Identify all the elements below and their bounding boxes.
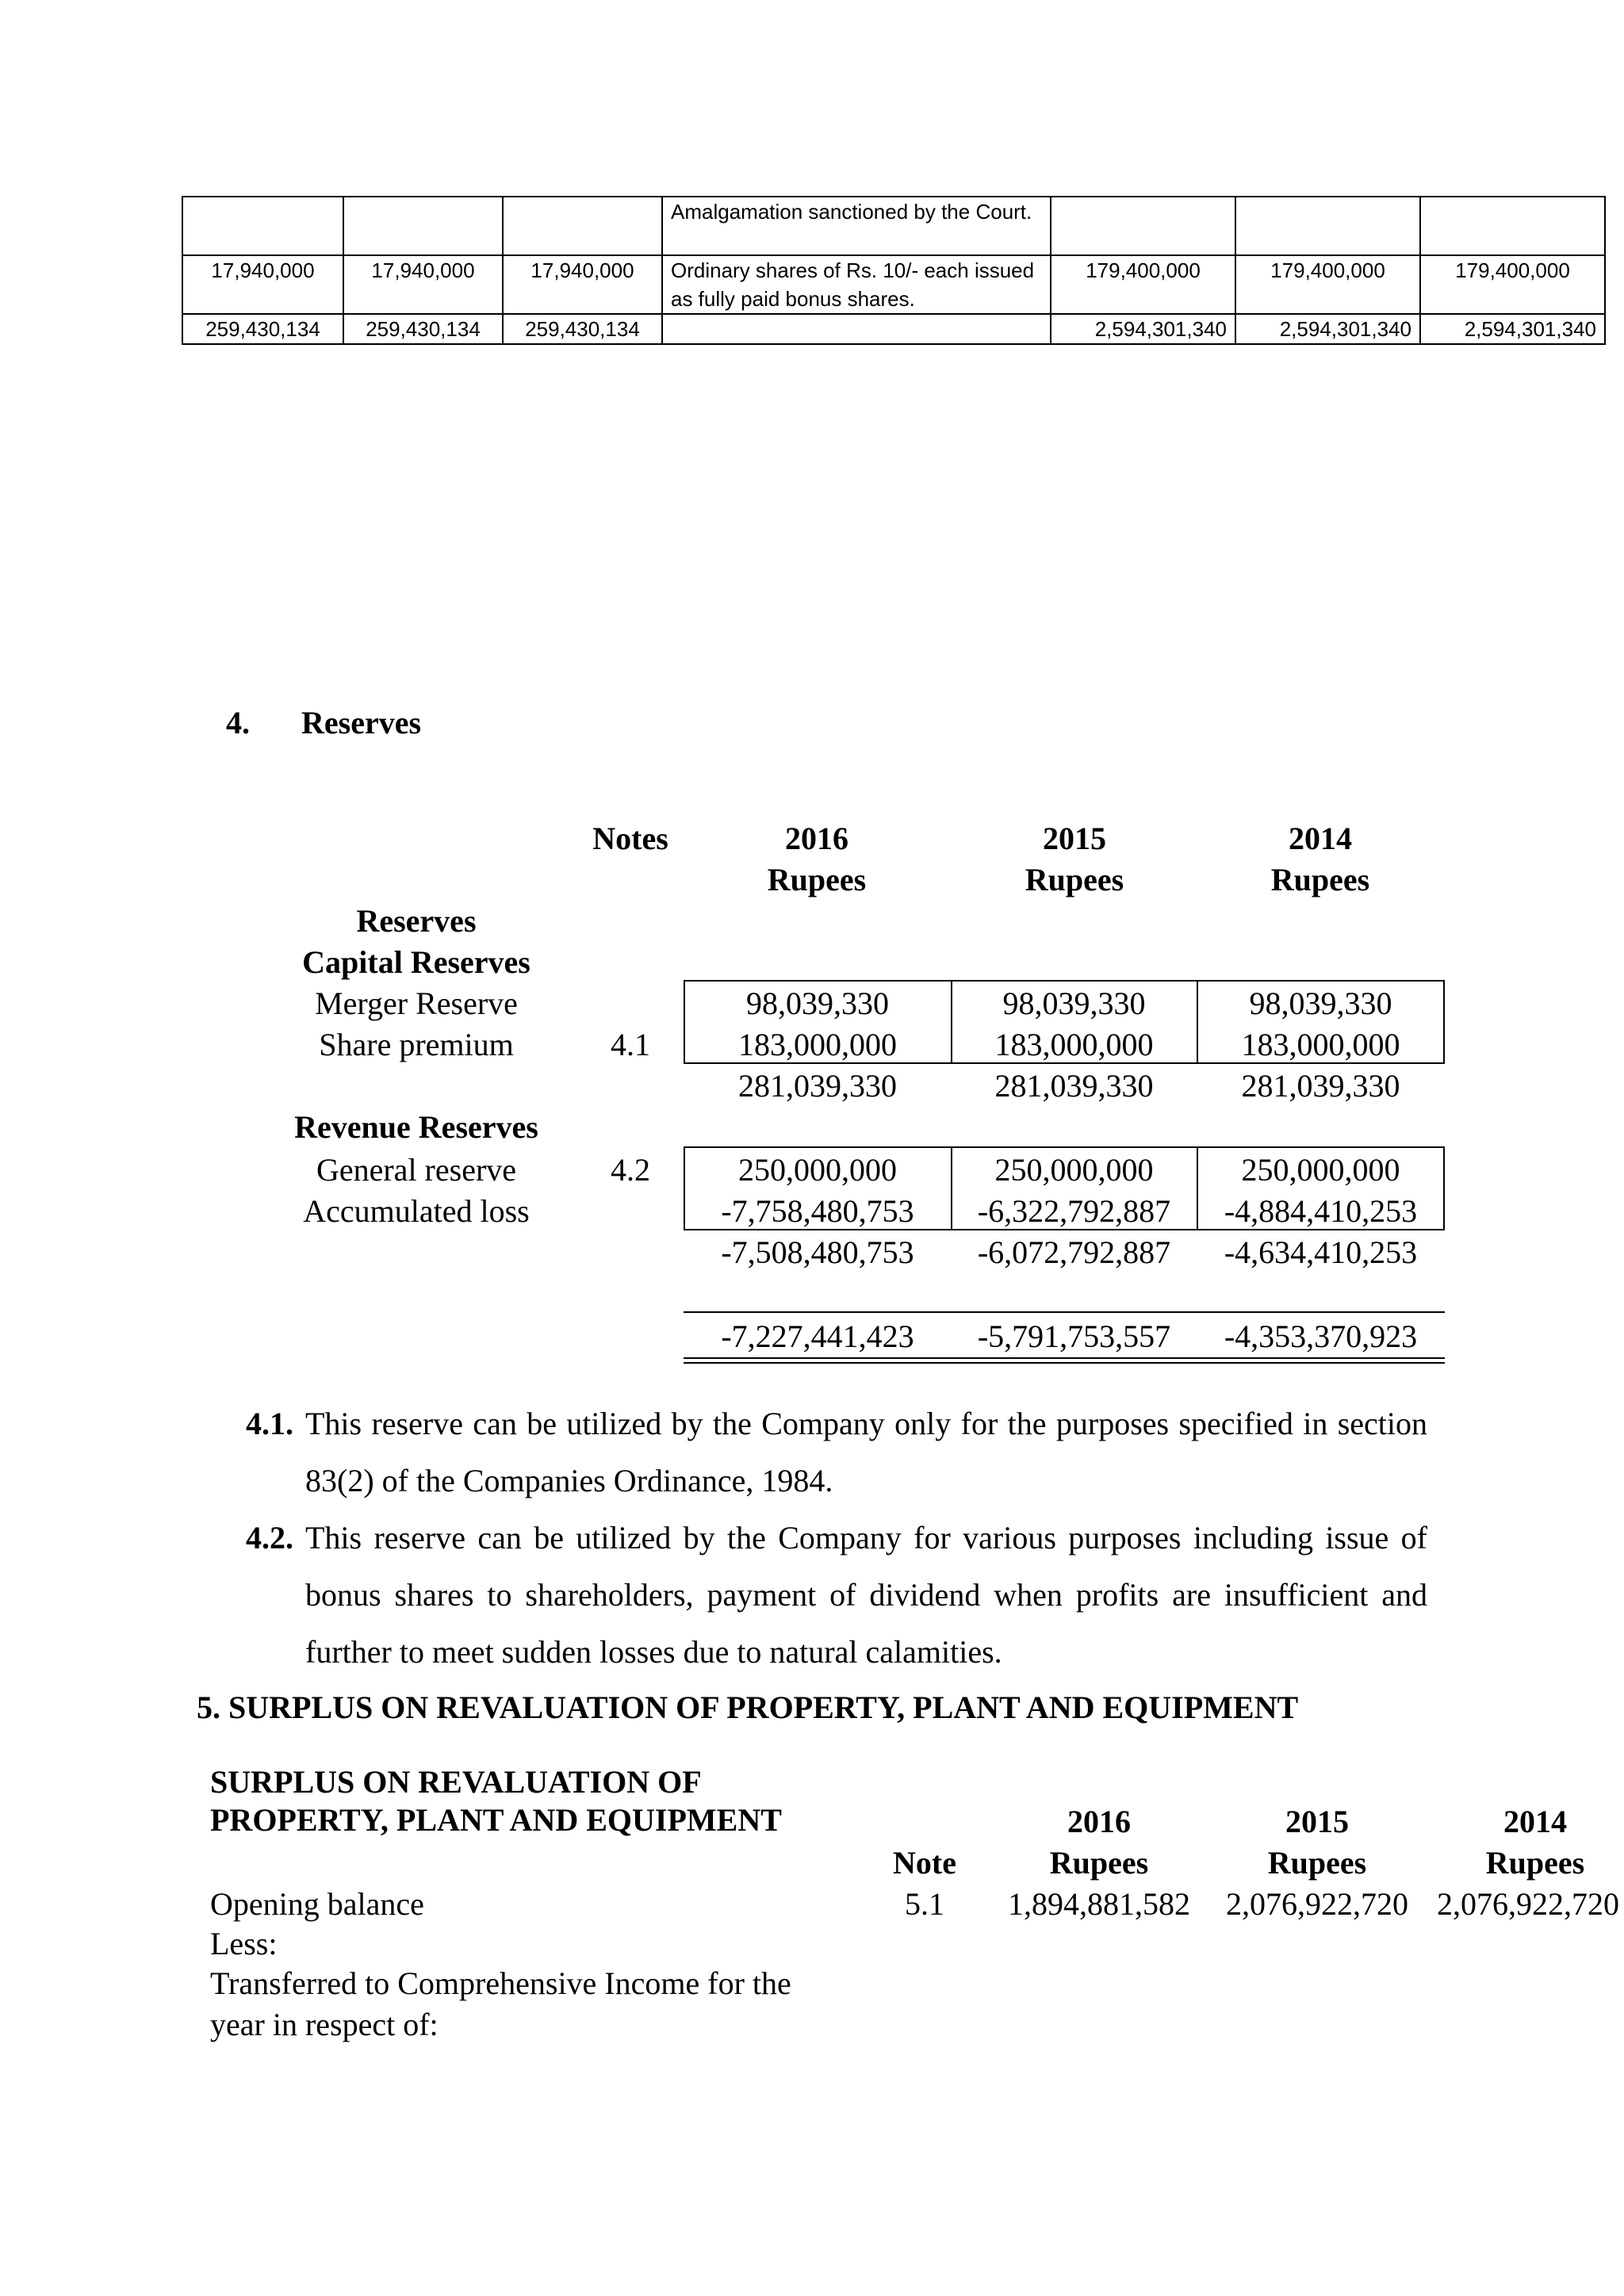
table-cell bbox=[503, 197, 662, 255]
table-cell: 179,400,000 bbox=[1051, 255, 1235, 314]
table-cell: 17,940,000 bbox=[182, 255, 343, 314]
capital-total-2014: 281,039,330 bbox=[1241, 1068, 1400, 1104]
table-cell bbox=[343, 197, 503, 255]
note-label: 4.2. bbox=[246, 1520, 293, 1556]
general-reserve-2016: 250,000,000 bbox=[738, 1152, 897, 1188]
grand-total-2014: -4,353,370,923 bbox=[1224, 1318, 1418, 1354]
table-cell: 17,940,000 bbox=[343, 255, 503, 314]
table-cell bbox=[1235, 197, 1420, 255]
share-premium-2014: 183,000,000 bbox=[1241, 1027, 1400, 1062]
merger-reserve-2015: 98,039,330 bbox=[1002, 985, 1146, 1021]
merger-reserve-2014: 98,039,330 bbox=[1249, 985, 1392, 1021]
surplus-year-2014-header: 2014 bbox=[1503, 1804, 1567, 1839]
accumulated-loss-label: Accumulated loss bbox=[303, 1193, 530, 1229]
share-capital-table bbox=[182, 196, 1606, 345]
surplus-table-title-line2: PROPERTY, PLANT AND EQUIPMENT bbox=[210, 1802, 782, 1838]
reserves-subheading: Reserves bbox=[356, 903, 477, 939]
grand-total-2015: -5,791,753,557 bbox=[977, 1318, 1171, 1354]
table-cell bbox=[182, 197, 343, 255]
revenue-total-2015: -6,072,792,887 bbox=[977, 1234, 1171, 1270]
opening-balance-2014: 2,076,922,720 bbox=[1437, 1886, 1619, 1922]
unit-header-2014: Rupees bbox=[1270, 862, 1370, 897]
capital-total-2015: 281,039,330 bbox=[994, 1068, 1154, 1104]
general-reserve-note: 4.2 bbox=[611, 1152, 650, 1188]
note-label: 4.1. bbox=[246, 1406, 293, 1441]
opening-balance-label: Opening balance bbox=[210, 1886, 424, 1922]
table-cell: 17,940,000 bbox=[503, 255, 662, 314]
surplus-unit-2015: Rupees bbox=[1267, 1845, 1367, 1881]
total-rule-top bbox=[684, 1311, 1445, 1313]
note-4-1 bbox=[246, 1395, 1427, 1510]
surplus-table-title-line1: SURPLUS ON REVALUATION OF bbox=[210, 1764, 702, 1800]
total-double-rule-2 bbox=[684, 1362, 1445, 1364]
revenue-reserves-heading: Revenue Reserves bbox=[294, 1109, 538, 1145]
general-reserve-2015: 250,000,000 bbox=[994, 1152, 1154, 1188]
table-cell bbox=[1051, 197, 1235, 255]
surplus-unit-2016: Rupees bbox=[1049, 1845, 1149, 1881]
share-premium-label: Share premium bbox=[319, 1027, 514, 1062]
total-double-rule-1 bbox=[684, 1357, 1445, 1359]
surplus-section-heading: 5. SURPLUS ON REVALUATION OF PROPERTY, PLANT AND EQUIPMENT bbox=[197, 1689, 1299, 1725]
table-cell bbox=[1420, 197, 1605, 255]
transferred-label-line2: year in respect of: bbox=[210, 2007, 439, 2042]
general-reserve-2014: 250,000,000 bbox=[1241, 1152, 1400, 1188]
table-row bbox=[182, 314, 1605, 344]
section-title: Reserves bbox=[301, 705, 422, 740]
table-cell: 2,594,301,340 bbox=[1051, 314, 1235, 344]
opening-balance-note: 5.1 bbox=[905, 1886, 944, 1922]
year-header-2014: 2014 bbox=[1289, 821, 1352, 856]
surplus-unit-2014: Rupees bbox=[1485, 1845, 1585, 1881]
revenue-total-2016: -7,508,480,753 bbox=[721, 1234, 914, 1270]
opening-balance-2016: 1,894,881,582 bbox=[1008, 1886, 1190, 1922]
table-cell: 179,400,000 bbox=[1420, 255, 1605, 314]
table-cell bbox=[662, 314, 1051, 344]
table-cell: Ordinary shares of Rs. 10/- each issued as fully paid bonus shares. bbox=[662, 255, 1051, 314]
general-reserve-label: General reserve bbox=[316, 1152, 517, 1188]
surplus-year-2015-header: 2015 bbox=[1285, 1804, 1349, 1839]
table-row bbox=[182, 255, 1605, 314]
share-premium-2016: 183,000,000 bbox=[738, 1027, 897, 1062]
surplus-note-header: Note bbox=[893, 1845, 956, 1881]
accumulated-loss-2015: -6,322,792,887 bbox=[977, 1193, 1171, 1229]
less-label: Less: bbox=[210, 1926, 278, 1961]
accumulated-loss-2016: -7,758,480,753 bbox=[721, 1193, 914, 1229]
revenue-total-2014: -4,634,410,253 bbox=[1224, 1234, 1418, 1270]
note-4-2 bbox=[246, 1510, 1427, 1681]
share-premium-note: 4.1 bbox=[611, 1027, 650, 1062]
merger-reserve-2016: 98,039,330 bbox=[746, 985, 889, 1021]
table-cell: 179,400,000 bbox=[1235, 255, 1420, 314]
merger-reserve-label: Merger Reserve bbox=[315, 985, 518, 1021]
grand-total-2016: -7,227,441,423 bbox=[721, 1318, 914, 1354]
opening-balance-2015: 2,076,922,720 bbox=[1226, 1886, 1408, 1922]
table-cell: 259,430,134 bbox=[343, 314, 503, 344]
notes-header: Notes bbox=[592, 821, 668, 856]
note-text: This reserve can be utilized by the Company only for the purposes specified in section 83(2) of the Companies Ordinance, 1984. bbox=[305, 1406, 1427, 1498]
year-header-2016: 2016 bbox=[785, 821, 848, 856]
share-premium-2015: 183,000,000 bbox=[994, 1027, 1154, 1062]
table-cell: Amalgamation sanctioned by the Court. bbox=[662, 197, 1051, 255]
table-row bbox=[182, 197, 1605, 255]
note-text: This reserve can be utilized by the Company for various purposes including issue of bonus shares to shareholders, payment of dividend when profits are insufficient and further to meet sudden losses due to natural calamities. bbox=[305, 1520, 1427, 1670]
unit-header-2016: Rupees bbox=[767, 862, 867, 897]
capital-total-2016: 281,039,330 bbox=[738, 1068, 897, 1104]
year-header-2015: 2015 bbox=[1043, 821, 1106, 856]
unit-header-2015: Rupees bbox=[1025, 862, 1124, 897]
surplus-year-2016-header: 2016 bbox=[1067, 1804, 1131, 1839]
section-number: 4. bbox=[226, 705, 250, 740]
table-cell: 2,594,301,340 bbox=[1235, 314, 1420, 344]
table-cell: 259,430,134 bbox=[503, 314, 662, 344]
transferred-label-line1: Transferred to Comprehensive Income for the bbox=[210, 1965, 791, 2001]
table-cell: 2,594,301,340 bbox=[1420, 314, 1605, 344]
table-cell: 259,430,134 bbox=[182, 314, 343, 344]
accumulated-loss-2014: -4,884,410,253 bbox=[1224, 1193, 1418, 1229]
capital-reserves-heading: Capital Reserves bbox=[302, 944, 530, 980]
